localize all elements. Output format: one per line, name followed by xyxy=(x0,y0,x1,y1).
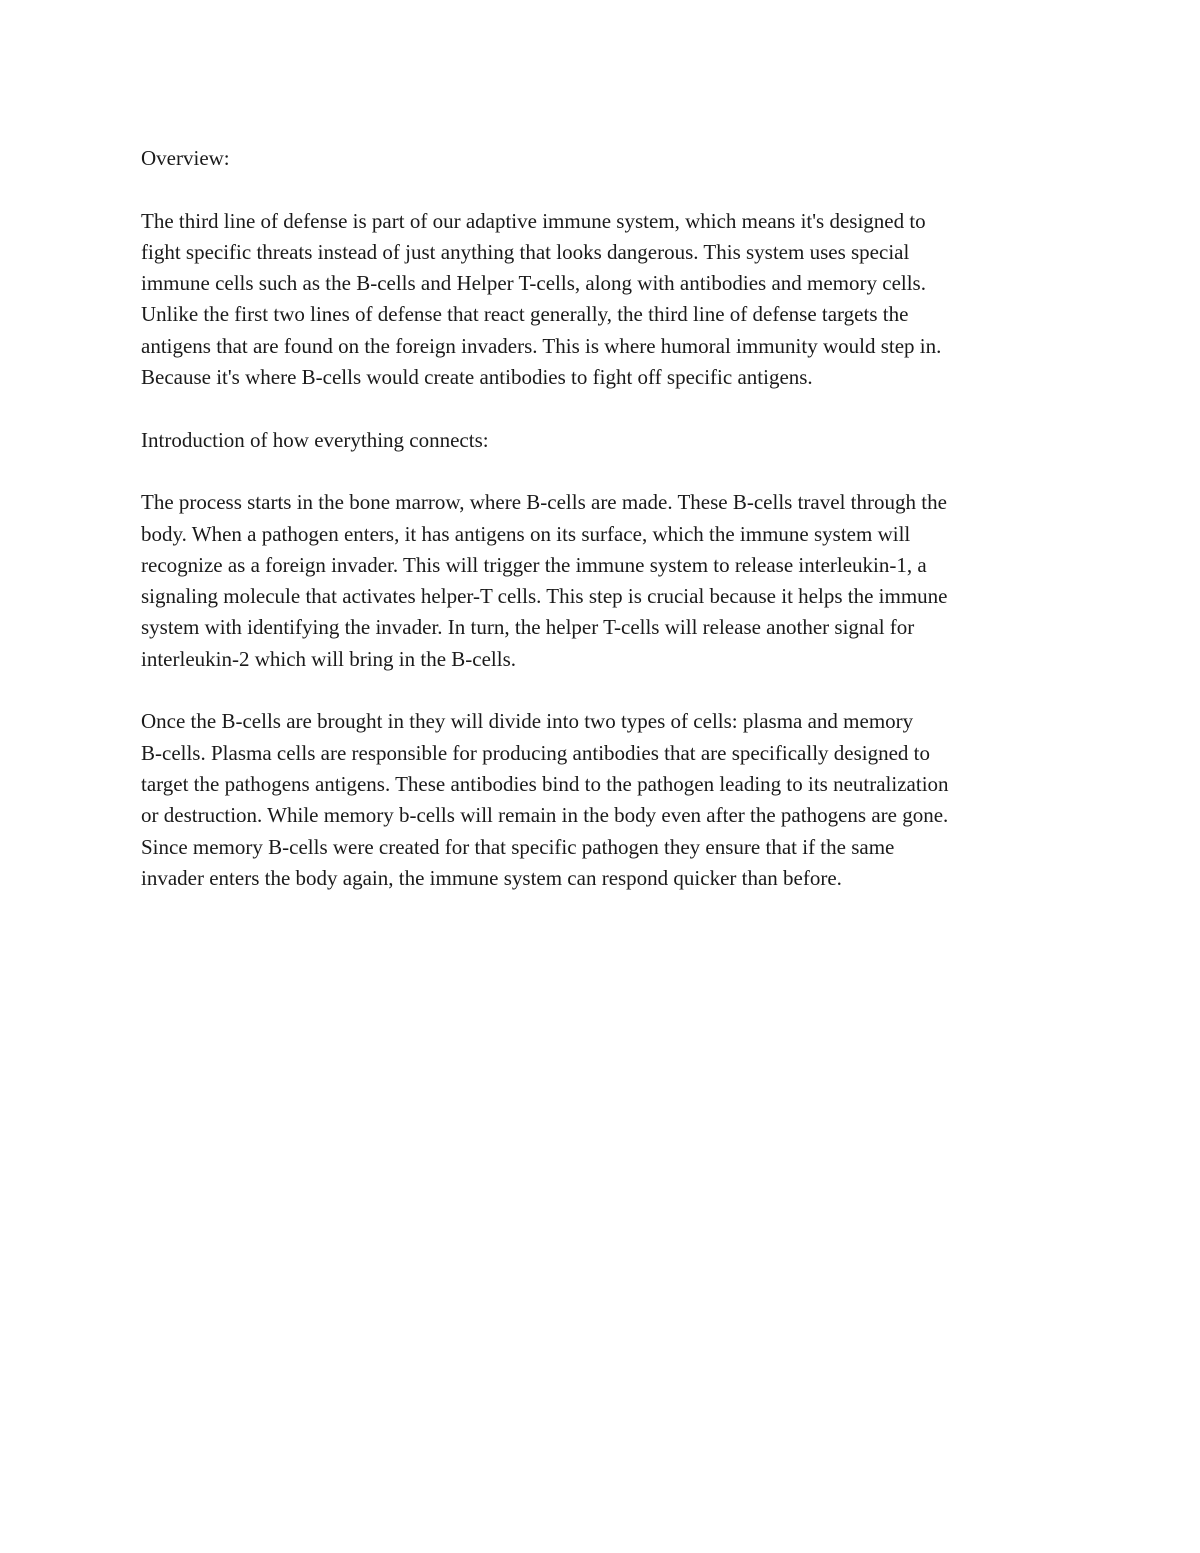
overview-paragraph xyxy=(141,206,1061,394)
paragraph-line: B-cells. Plasma cells are responsible for producing antibodies that are specifically designed to xyxy=(141,740,931,765)
paragraph-line: antigens that are found on the foreign invaders. This is where humoral immunity would step in. xyxy=(141,333,942,358)
process-paragraph xyxy=(141,487,1061,675)
document-body xyxy=(141,143,1061,925)
paragraph-line: interleukin-2 which will bring in the B-cells. xyxy=(141,646,517,671)
paragraph-line: The process starts in the bone marrow, where B-cells are made. These B-cells travel through the xyxy=(141,490,947,515)
intro-heading: Introduction of how everything connects: xyxy=(141,427,489,452)
paragraph-line: Unlike the first two lines of defense that react generally, the third line of defense targets the xyxy=(141,302,909,327)
paragraph-line: fight specific threats instead of just anything that looks dangerous. This system uses special xyxy=(141,239,910,264)
paragraph-line: target the pathogens antigens. These antibodies bind to the pathogen leading to its neutralization xyxy=(141,771,949,796)
paragraph-line: or destruction. While memory b-cells will remain in the body even after the pathogens are gone. xyxy=(141,803,949,828)
paragraph-line: immune cells such as the B-cells and Helper T-cells, along with antibodies and memory cells. xyxy=(141,271,926,296)
paragraph-line: signaling molecule that activates helper-T cells. This step is crucial because it helps the immune xyxy=(141,584,948,609)
paragraph-line: Because it's where B-cells would create antibodies to fight off specific antigens. xyxy=(141,365,813,390)
paragraph-line: Once the B-cells are brought in they will divide into two types of cells: plasma and memory xyxy=(141,709,914,734)
paragraph-line: recognize as a foreign invader. This will trigger the immune system to release interleukin-1, a xyxy=(141,552,927,577)
paragraph-line: Since memory B-cells were created for that specific pathogen they ensure that if the same xyxy=(141,834,895,859)
paragraph-line: The third line of defense is part of our adaptive immune system, which means it's designed to xyxy=(141,208,926,233)
overview-heading: Overview: xyxy=(141,146,230,170)
paragraph-line: body. When a pathogen enters, it has antigens on its surface, which the immune system will xyxy=(141,521,911,546)
paragraph-line: invader enters the body again, the immune system can respond quicker than before. xyxy=(141,865,842,890)
bcells-paragraph xyxy=(141,706,1061,894)
paragraph-line: system with identifying the invader. In turn, the helper T-cells will release another signal for xyxy=(141,615,915,640)
